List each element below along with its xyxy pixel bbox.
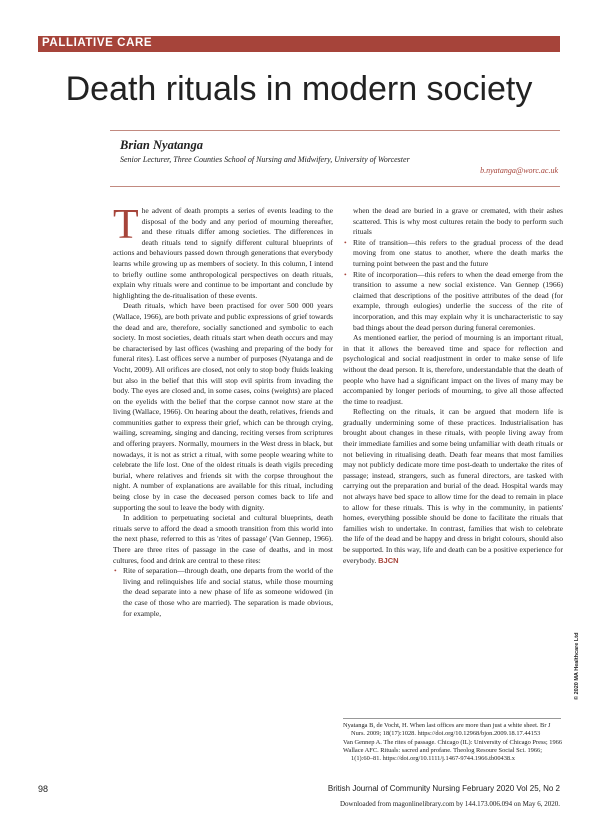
paragraph: As mentioned earlier, the period of mourning is an important ritual, in that it allows the bereaved time and space for reflection and psychological and social readjustment in order to make sense of life without the dead person. It is, therefore, understandable that the death of people who have had a significant impact on the lives of many may be accompanied by longer periods of mourning, to give all those affected the time to readjust.	[343, 333, 563, 406]
end-mark: BJCN	[378, 555, 399, 565]
header-rule-bottom	[110, 186, 560, 187]
copyright-notice: © 2020 MA Healthcare Ltd	[574, 632, 580, 700]
column-right	[343, 206, 563, 566]
bullet-continuation: when the dead are buried in a grave or cremated, with their ashes scattered. This is why most cultures retain the body to perform such rituals	[353, 206, 563, 237]
paragraph-text: Reflecting on the rituals, it can be argued that modern life is gradually undermining some of these practices. Industrialisation has brought about changes in these rituals, with people living away from their immediate families and some being unfamiliar with death rituals or not believing in ritualising death. Death fear means that most families may not publicly dedicate more time post-death to undertake the rites of passage; instead, strangers, such as funeral directors, are tasked with carrying out the preparation and burial of the dead. Hospital wards may not always have bed space to allow time for the dead to remain in place to allow for these rituals. This is why in the community, in patients' homes, everything possible should be done to facilitate the rituals that families wish to undertake. In contrast, families that wish to celebrate the life of the dead and be happy and dress in bright colours, should also be supported. In this way, life and death can be a positive experience for everybody.	[343, 407, 563, 565]
bullet-item: • Rite of separation—through death, one departs from the world of the living and relinquishes life and social status, while those mourning the dead separate into a new phase of life as someone widowed (in the case of those who are married). The separation is made obvious, for example,	[123, 566, 333, 619]
section-banner	[38, 36, 560, 52]
article-title: Death rituals in modern society	[65, 70, 533, 108]
paragraph: Death rituals, which have been practised for over 500 000 years (Wallace, 1966), are both private and public expressions of grief towards the dead and are, therefore, socially sanctioned and symbolic to each society. In most societies, death rituals start when death occurs and may be characterised by last offices (washing and preparing of the body for funeral rites). Last offices serve a number of purposes (Nyatanga and de Vocht, 2009). All orifices are closed, not only to stop body fluids leaking but also in the belief that this will stop evil spirits from invading the body. The eyes are closed and, in some cases, coins (weights) are placed on the eyelids with the belief that the corpse cannot now stare at the living (Wallace, 1966). On hearing about the death, relatives, friends and communities gather to express their grief, which can be through crying, wailing, screaming, singing and dancing, reciting verses from scriptures and offering prayers. Normally, mourners in the West dress in black, but nowadays, it is not as strict a ritual, with some people wearing white to celebrate the life lost. One of the oldest rituals is death vigils preceding burial, where relatives and friends sit with the corpse throughout the night. A number of explanations are available for this ritual, including being close by in case the deceased person comes back to life and supporting the soul to leave the body with dignity.	[113, 301, 333, 512]
paragraph: In addition to perpetuating societal and cultural blueprints, death rituals serve to afford the dead a smooth transition from this world into the next phase, referred to this as 'rites of passage' (Van Gennep, 1966). There are three rites of passage in the case of deaths, and in most cultures, food and drink are central to these rites:	[113, 513, 333, 565]
bullet-item: • Rite of incorporation—this refers to when the dead emerge from the transition to assume a new social existence. Van Gennep (1966) claimed that descriptions of the positive attributes of the dead (for example, through eulogies) underlie the success of the rite of incorporation, and this may explain why it is uncharacteristic to say bad things about the dead person during funeral ceremonies.	[353, 270, 563, 334]
reference-item: Wallace AFC. Rituals: sacred and profane. Theolog Resoure Social Sci. 1966; 1(1):60–81. https://doi.org/10.1111/j.1467-9744.1966.tb00438.x	[343, 746, 543, 763]
drop-cap: T	[113, 202, 139, 248]
author-email[interactable]: b.nyatanga@worc.ac.uk	[480, 166, 558, 175]
reference-item: Van Gennep A. The rites of passage. Chicago (IL): University of Chicago Press; 1966	[343, 738, 563, 746]
column-left	[113, 202, 333, 619]
author-affiliation: Senior Lecturer, Three Counties School of Nursing and Midwifery, University of Worcester	[120, 155, 410, 164]
bullet-list	[113, 566, 333, 619]
bullet-list-continued	[343, 206, 563, 333]
bullet-item: • Rite of transition—this refers to the gradual process of the dead moving from one status to another, where the death marks the turning point between the past and the future	[353, 238, 563, 270]
download-notice: Downloaded from magonlinelibrary.com by 144.173.006.094 on May 6, 2020.	[339, 800, 560, 808]
journal-info: British Journal of Community Nursing February 2020 Vol 25, No 2	[327, 784, 560, 793]
paragraph	[343, 407, 563, 566]
paragraph	[113, 202, 333, 301]
page-number: 98	[38, 784, 49, 794]
section-label: PALLIATIVE CARE	[42, 37, 153, 49]
paragraph-text: he advent of death prompts a series of events leading to the disposal of the body and any period of mourning thereafter, and these rituals differ among societies. The differences in death rituals tend to signify different cultural blueprints of actions and behaviours passed down through generations that everybody learns while growing up as members of society. In this column, I intend to briefly outline some anthropological perspectives on death rituals, explain why rituals were and continue to be important and conclude by highlighting the de-ritualisation of these events.	[113, 206, 333, 300]
header-rule-top	[110, 130, 560, 131]
reference-item: Nyatanga B, de Vocht, H. When last offices are more than just a white sheet. Br J Nurs. 2009; 18(17):1028. https://doi.org/10.12968/bjon.2009.18.17.44153	[343, 722, 551, 738]
author-name: Brian Nyatanga	[120, 138, 204, 152]
references-rule	[343, 718, 561, 719]
references	[343, 722, 565, 763]
